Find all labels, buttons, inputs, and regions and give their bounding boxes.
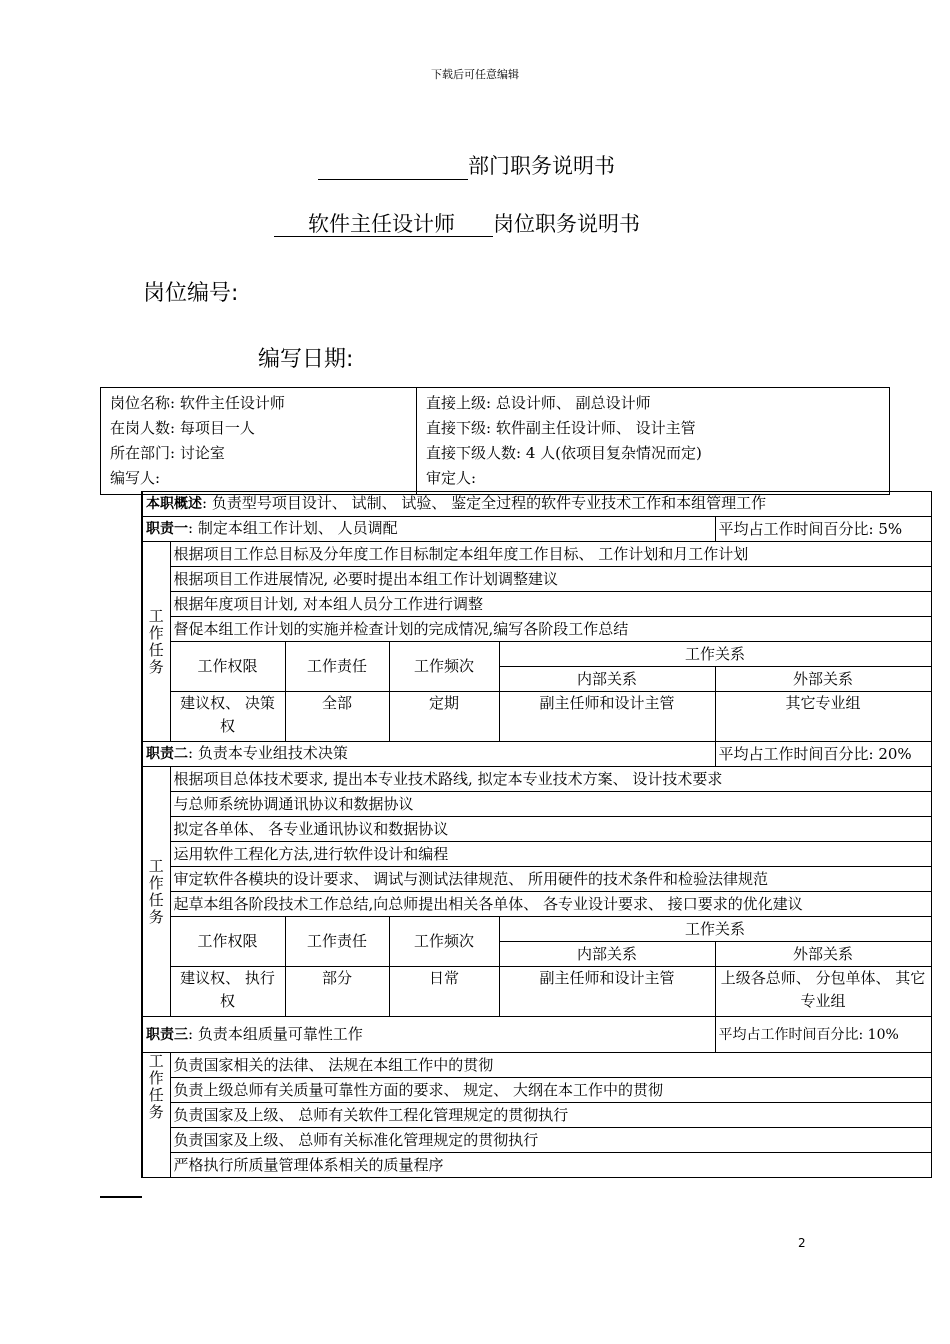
frequency-header: 工作频次 <box>389 642 499 692</box>
task-row: 负责国家及上级、 总师有关标准化管理规定的贯彻执行 <box>170 1128 931 1153</box>
task-row: 审定软件各模块的设计要求、 调试与测试法律规范、 所用硬件的技术条件和检验法律规范 <box>170 867 931 892</box>
duty3-title-row <box>142 1017 715 1053</box>
duty1-frequency: 定期 <box>389 692 499 742</box>
relations-header: 工作关系 <box>499 642 931 667</box>
relations-header: 工作关系 <box>499 917 931 942</box>
internal-header: 内部关系 <box>499 667 715 692</box>
task-row: 负责上级总师有关质量可靠性方面的要求、 规定、 大纲在本工作中的贯彻 <box>170 1078 931 1103</box>
duty1-authority: 建议权、 决策权 <box>170 692 285 742</box>
duty1-title: : 制定本组工作计划、 人员调配 <box>188 519 398 537</box>
subordinate-field: 直接下级: 软件副主任设计师、 设计主管 <box>426 419 696 437</box>
page-number: 2 <box>798 1236 806 1250</box>
duty2-title: : 负责本专业组技术决策 <box>188 744 348 762</box>
write-date-label: 编写日期: <box>258 347 354 372</box>
summary-text: : 负责型号项目设计、 试制、 试验、 鉴定全过程的软件专业技术工作和本组管理工作 <box>202 494 767 512</box>
subordinate-count-field: 直接下级人数: 4 人(依项目复杂情况而定) <box>426 444 702 462</box>
duty2-authority: 建议权、 执行权 <box>170 967 285 1017</box>
duty2-frequency: 日常 <box>389 967 499 1017</box>
duty2-internal: 副主任师和设计主管 <box>499 967 715 1017</box>
internal-header: 内部关系 <box>499 942 715 967</box>
post-name-field: 岗位名称: 软件主任设计师 <box>110 394 285 412</box>
authority-header: 工作权限 <box>170 917 285 967</box>
duty1-responsibility: 全部 <box>285 692 389 742</box>
duty1-side-label: 工作任务 <box>142 542 170 742</box>
task-row: 起草本组各阶段技术工作总结,向总师提出相关各单体、 各专业设计要求、 接口要求的优化建议 <box>170 892 931 917</box>
duty2-responsibility: 部分 <box>285 967 389 1017</box>
department-field: 所在部门: 讨论室 <box>110 444 225 462</box>
duty1-external: 其它专业组 <box>715 692 931 742</box>
headcount-field: 在岗人数: 每项目一人 <box>110 419 255 437</box>
external-header: 外部关系 <box>715 667 931 692</box>
task-row: 根据项目总体技术要求, 提出本专业技术路线, 拟定本专业技术方案、 设计技术要求 <box>170 767 931 792</box>
task-row: 负责国家相关的法律、 法规在本组工作中的贯彻 <box>170 1053 931 1078</box>
task-row: 负责国家及上级、 总师有关软件工程化管理规定的贯彻执行 <box>170 1103 931 1128</box>
post-title-suffix: 岗位职务说明书 <box>493 212 640 236</box>
department-title <box>318 150 615 180</box>
duty3-label: 职责三 <box>146 1026 188 1043</box>
authority-header: 工作权限 <box>170 642 285 692</box>
title-blank-line <box>318 157 468 180</box>
approver-field: 审定人: <box>426 469 477 487</box>
responsibility-header: 工作责任 <box>285 642 389 692</box>
info-table <box>100 387 890 495</box>
duty3-title: : 负责本组质量可靠性工作 <box>188 1024 363 1043</box>
duty1-time: 平均占工作时间百分比: 5% <box>715 517 931 542</box>
duty2-time: 平均占工作时间百分比: 20% <box>715 742 931 767</box>
duty2-side-label: 工作任务 <box>142 767 170 1017</box>
header-note: 下载后可任意编辑 <box>431 68 519 81</box>
task-row: 根据项目工作总目标及分年度工作目标制定本组年度工作目标、 工作计划和月工作计划 <box>170 542 931 567</box>
duty3-time: 平均占工作时间百分比: 10% <box>715 1017 931 1053</box>
post-name: 软件主任设计师 <box>274 212 493 237</box>
duty1-title-row <box>142 517 715 542</box>
info-left <box>101 388 417 495</box>
duty1-internal: 副主任师和设计主管 <box>499 692 715 742</box>
duty-table <box>141 491 932 1178</box>
summary-row <box>142 492 931 517</box>
duty3-side-label: 工作任务 <box>142 1053 170 1178</box>
duty2-title-row <box>142 742 715 767</box>
info-right <box>417 388 890 495</box>
task-row: 督促本组工作计划的实施并检查计划的完成情况,编写各阶段工作总结 <box>170 617 931 642</box>
department-title-text: 部门职务说明书 <box>468 154 615 178</box>
duty1-label: 职责一 <box>146 521 188 537</box>
task-row: 根据年度项目计划, 对本组人员分工作进行调整 <box>170 592 931 617</box>
bottom-rule <box>100 1196 142 1198</box>
post-title <box>274 208 640 238</box>
post-number-label: 岗位编号: <box>143 281 239 306</box>
task-row: 与总师系统协调通讯协议和数据协议 <box>170 792 931 817</box>
summary-label: 本职概述 <box>146 496 202 512</box>
task-row: 严格执行所质量管理体系相关的质量程序 <box>170 1153 931 1178</box>
frequency-header: 工作频次 <box>389 917 499 967</box>
external-header: 外部关系 <box>715 942 931 967</box>
responsibility-header: 工作责任 <box>285 917 389 967</box>
duty2-label: 职责二 <box>146 746 188 762</box>
task-row: 拟定各单体、 各专业通讯协议和数据协议 <box>170 817 931 842</box>
author-field: 编写人: <box>110 469 161 487</box>
duty2-external: 上级各总师、 分包单体、 其它专业组 <box>715 967 931 1017</box>
task-row: 运用软件工程化方法,进行软件设计和编程 <box>170 842 931 867</box>
task-row: 根据项目工作进展情况, 必要时提出本组工作计划调整建议 <box>170 567 931 592</box>
superior-field: 直接上级: 总设计师、 副总设计师 <box>426 394 651 412</box>
